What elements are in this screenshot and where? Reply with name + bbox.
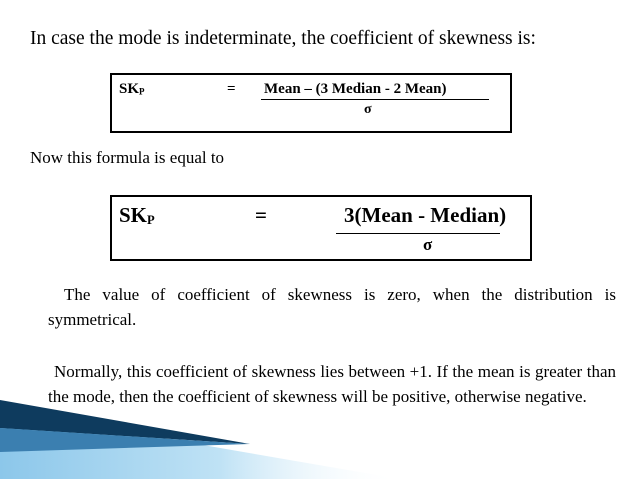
formula-2-denominator: σ [423, 235, 433, 254]
formula-2-lhs-subscript: P [147, 212, 155, 227]
paragraph-normal-range: Normally, this coefficient of skewness lies between +1. If the mean is greater than the mode, then the coefficient of skewness will be positive, otherwise negative. [48, 362, 616, 406]
formula-1-lhs-main: SK [119, 81, 140, 97]
formula-2-equals: = [255, 203, 267, 227]
formula-1-denominator: σ [364, 102, 372, 117]
formula-2-lhs-main: SK [119, 203, 148, 227]
formula-1-equals: = [227, 81, 236, 97]
formula-box-1 [110, 73, 512, 133]
formula-2-fraction-bar [336, 233, 500, 234]
formula-1-lhs-subscript: P [139, 86, 145, 97]
intro-text: In case the mode is indeterminate, the coefficient of skewness is: [30, 28, 536, 49]
formula-1-fraction-bar [261, 99, 489, 100]
formula-1-numerator: Mean – (3 Median - 2 Mean) [264, 81, 447, 97]
formula-1-lhs [119, 81, 145, 98]
formula-box-2 [110, 195, 532, 261]
formula-2-lhs [119, 203, 155, 228]
paragraph-symmetry: The value of coefficient of skewness is zero, when the distribution is symmetrical. [48, 285, 616, 329]
formula-2-numerator: 3(Mean - Median) [344, 203, 507, 227]
transition-text: Now this formula is equal to [30, 148, 225, 167]
